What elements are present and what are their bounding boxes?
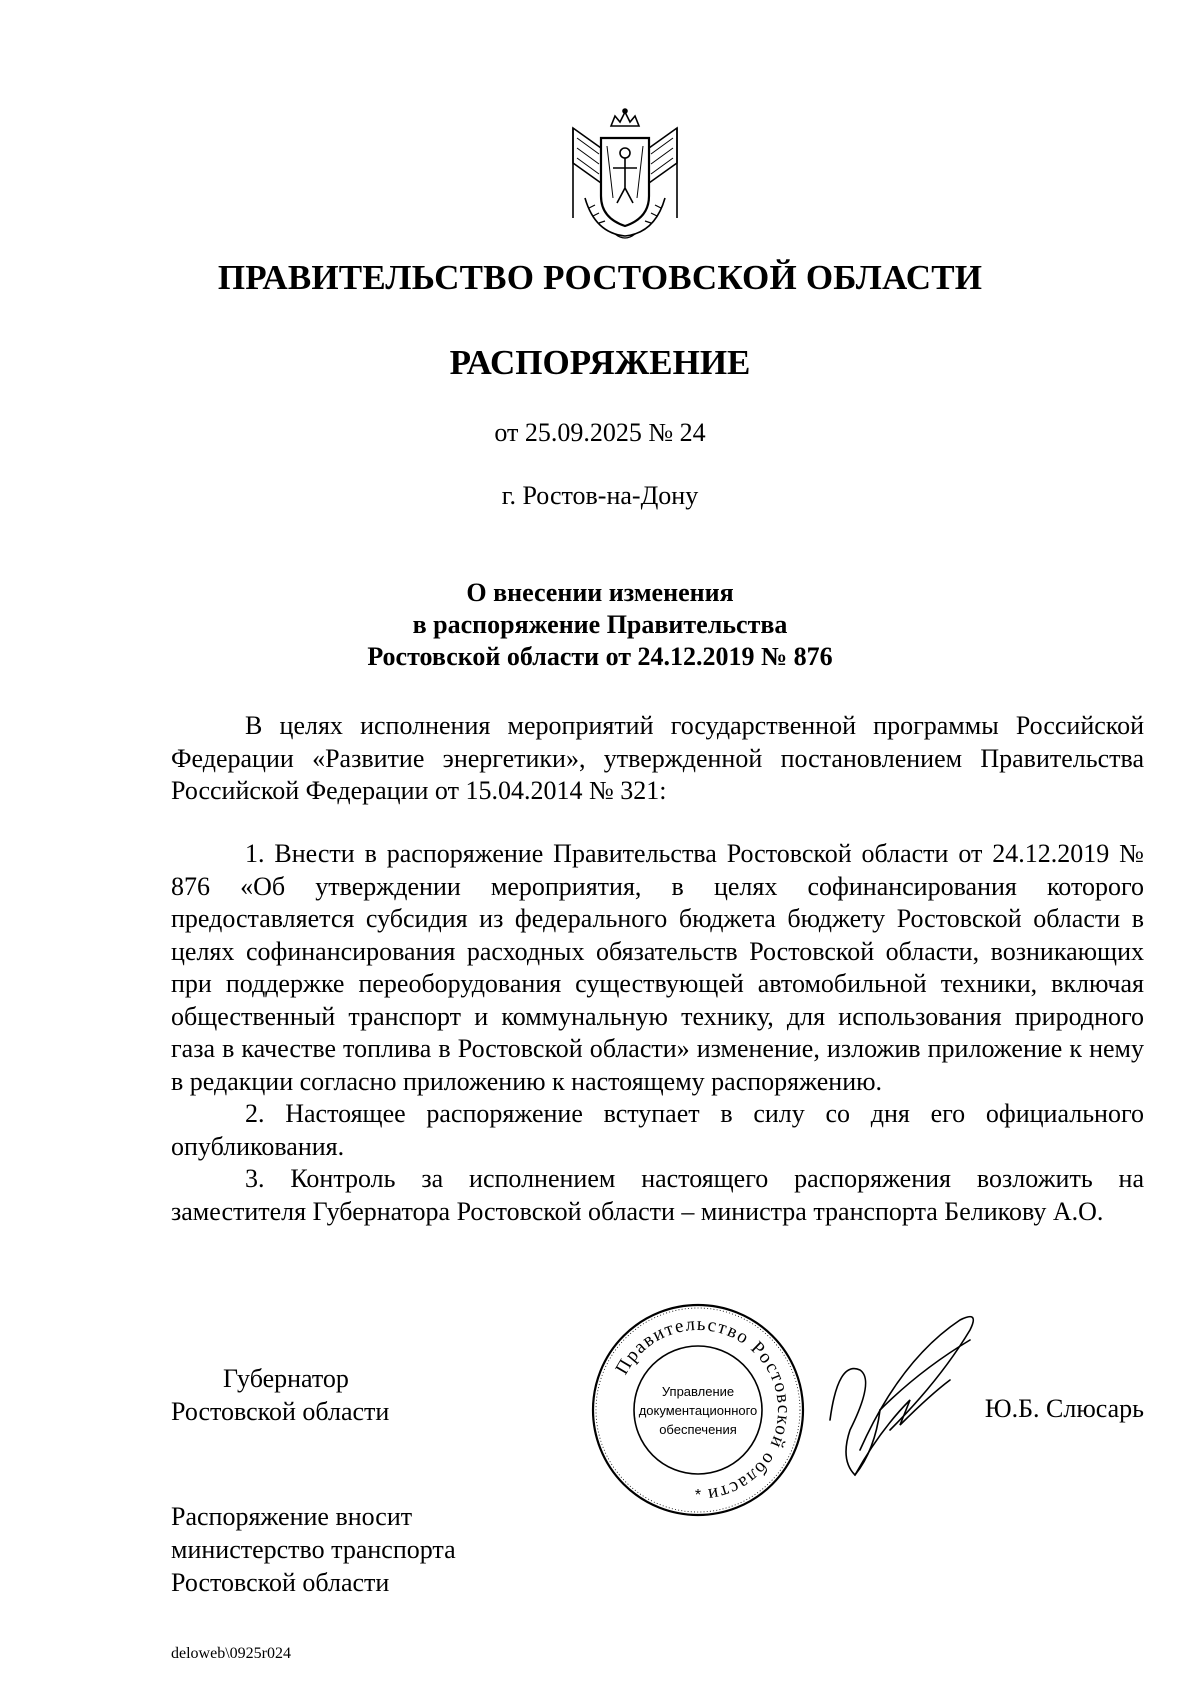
signer-position-line: Ростовской области — [171, 1397, 390, 1426]
preamble-text: В целях исполнения мероприятий государственной программы Российской Федерации «Развитие энергетики», утвержденной постановлением Правительства Российской Федерации от 15.04.2014 № 321: — [171, 711, 1144, 805]
submitted-by — [171, 1500, 456, 1599]
submitted-by-line: министерство транспорта — [171, 1535, 456, 1564]
signer-position-line: Губернатор — [223, 1364, 349, 1393]
resolution-item-3: 3. Контроль за исполнением настоящего распоряжения возложить на заместителя Губернатора Ростовской области – министра транспорта Беликову А.О. — [171, 1164, 1144, 1226]
resolution-item-2: 2. Настоящее распоряжение вступает в силу со дня его официального опубликования. — [171, 1099, 1144, 1161]
document-type: РАСПОРЯЖЕНИЕ — [449, 343, 751, 382]
stamp-inner-line: обеспечения — [659, 1422, 737, 1437]
preamble — [171, 710, 1144, 808]
document-registry-code: deloweb\0925r024 — [171, 1645, 291, 1662]
resolution-items — [171, 838, 1144, 1228]
document-subject — [0, 577, 1200, 673]
stamp-inner-line: Управление — [661, 1384, 735, 1399]
document-city: г. Ростов-на-Дону — [501, 481, 699, 510]
rostov-region-coat-of-arms-icon — [565, 108, 685, 243]
official-stamp — [588, 1300, 808, 1520]
stamp-outer-text: Правительство Ростовской области — [611, 1313, 795, 1506]
subject-line: в распоряжение Правительства — [412, 610, 788, 639]
subject-line: Ростовской области от 24.12.2019 № 876 — [367, 642, 833, 671]
signer-name: Ю.Б. Слюсарь — [984, 1394, 1144, 1423]
stamp-star: * — [694, 1487, 702, 1504]
document-date-number: от 25.09.2025 № 24 — [494, 418, 706, 447]
signer-position — [171, 1362, 389, 1428]
stamp-inner-line: документационного — [638, 1403, 758, 1418]
handwritten-signature — [820, 1300, 990, 1490]
submitted-by-line: Распоряжение вносит — [171, 1502, 413, 1531]
subject-line: О внесении изменения — [466, 578, 734, 607]
resolution-item-1: 1. Внести в распоряжение Правительства Ростовской области от 24.12.2019 № 876 «Об утверждении мероприятия, в целях софинансирования которого предоставляется субсидия из федерального бюджета бюджету Ростовской области в целях софинансирования расходных обязательств Ростовской области, возникающих при поддержке переоборудования существующей автомобильной техники, включая общественный транспорт и коммунальную технику, для использования природного газа в качестве топлива в Ростовской области» изменение, изложив приложение к нему в редакции согласно приложению к настоящему распоряжению. — [171, 839, 1144, 1096]
submitted-by-line: Ростовской области — [171, 1568, 390, 1597]
government-title: ПРАВИТЕЛЬСТВО РОСТОВСКОЙ ОБЛАСТИ — [217, 258, 983, 297]
